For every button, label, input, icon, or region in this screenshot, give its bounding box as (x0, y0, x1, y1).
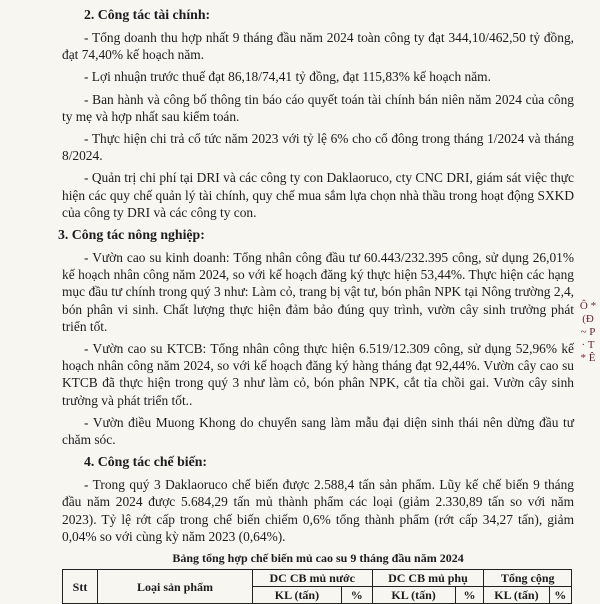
header-product: Loại sản phẩm (98, 570, 253, 604)
header-kl: KL (tấn) (372, 587, 455, 604)
paragraph: - Thực hiện chi trả cổ tức năm 2023 với tỷ lệ 6% cho cổ đông trong tháng 1/2024 và tháng 8/2024. (62, 131, 574, 164)
margin-stamp: Ô * (Đ ~ P · T * Ê (579, 300, 597, 364)
section-heading: 2. Công tác tài chính: (84, 7, 211, 22)
paragraph: - Ban hành và công bố thông tin báo cáo quyết toán tài chính bán niên năm 2024 của công ty mẹ và hợp nhất sau kiểm toán. (62, 91, 574, 124)
paragraph: - Lợi nhuận trước thuế đạt 86,18/74,41 tỷ đồng, đạt 115,83% kế hoạch năm. (84, 69, 491, 85)
header-percent: % (341, 587, 372, 604)
paragraph: - Quản trị chi phí tại DRI và các công ty con Daklaoruco, cty CNC DRI, giám sát việc thực hiện các quy chế quản lý tài chính, quy chế mua sắm lựa chọn nhà thầu trong hoạt động SXKD của công ty DRI và các công ty con. (62, 170, 574, 220)
section-agriculture (58, 226, 574, 448)
header-aux-latex: DC CB mủ phụ (372, 570, 484, 587)
section-heading: 3. Công tác nông nghiệp: (58, 227, 205, 243)
section-finance (62, 6, 574, 221)
document-page (58, 6, 574, 604)
processing-table (62, 569, 572, 604)
table-title: Bảng tổng hợp chế biến mủ cao su 9 tháng đầu năm 2024 (172, 551, 464, 566)
paragraph: - Vườn cao su kinh doanh: Tổng nhân công đầu tư 60.443/232.395 công, sử dụng 26,01% kế hoạch nhân công năm 2024, so với kế hoạch đăng ký thực hiện 53,44%. Thực hiện các hạng mục đầu tư chính trong quý 3 như: Làm cỏ, trang bị vật tư, bón phân NPK tại Nông trường 2,4, bón phân vi sinh. Chất lượng thực hiện đảm bảo đúng quy trình, vườn cây sinh trưởng phát triển tốt. (62, 250, 574, 334)
section-processing (62, 453, 574, 545)
section-heading: 4. Công tác chế biến: (84, 454, 208, 470)
table-header-row (63, 570, 572, 587)
header-percent: % (455, 587, 484, 604)
paragraph: - Tổng doanh thu hợp nhất 9 tháng đầu năm 2024 toàn công ty đạt 344,10/462,50 tỷ đồng, đạt 74,40% kế hoạch năm. (62, 30, 574, 63)
paragraph: - Trong quý 3 Daklaoruco chế biến được 2.588,4 tấn sản phẩm. Lũy kế chế biến 9 tháng đầu năm 2024 được 5.684,29 tấn mủ thành phẩm các loại (giảm 2.330,89 tấn so với năm 2023). Tỷ lệ rớt cấp trong chế biến chiếm 0,6% tổng thành phẩm (rớt cấp 34,27 tấn), giảm 0,04% so với cùng kỳ năm 2023 (0,64%). (62, 477, 574, 544)
header-water-latex: DC CB mủ nước (253, 570, 373, 587)
header-total: Tổng cộng (484, 570, 572, 587)
paragraph: - Vườn điều Muong Khong do chuyển sang làm mẫu đại diện sinh thái nên dừng đầu tư chăm sóc. (62, 414, 574, 448)
header-percent: % (549, 587, 572, 604)
header-stt: Stt (63, 570, 98, 604)
paragraph: - Vườn cao su KTCB: Tổng nhân công thực hiện 6.519/12.309 công, sử dụng 52,96% kế hoạch nhân công năm 2024, so với kế hoạch đăng ký hàng tháng đạt 92,44%. Vườn cây cao su KTCB đã thực hiện trong quý 3 như làm cỏ, bón phân NPK, cắt tỉa chồi gai. Vườn cây sinh trưởng và phát triển tốt.. (62, 341, 574, 408)
header-kl: KL (tấn) (484, 587, 549, 604)
header-kl: KL (tấn) (253, 587, 342, 604)
